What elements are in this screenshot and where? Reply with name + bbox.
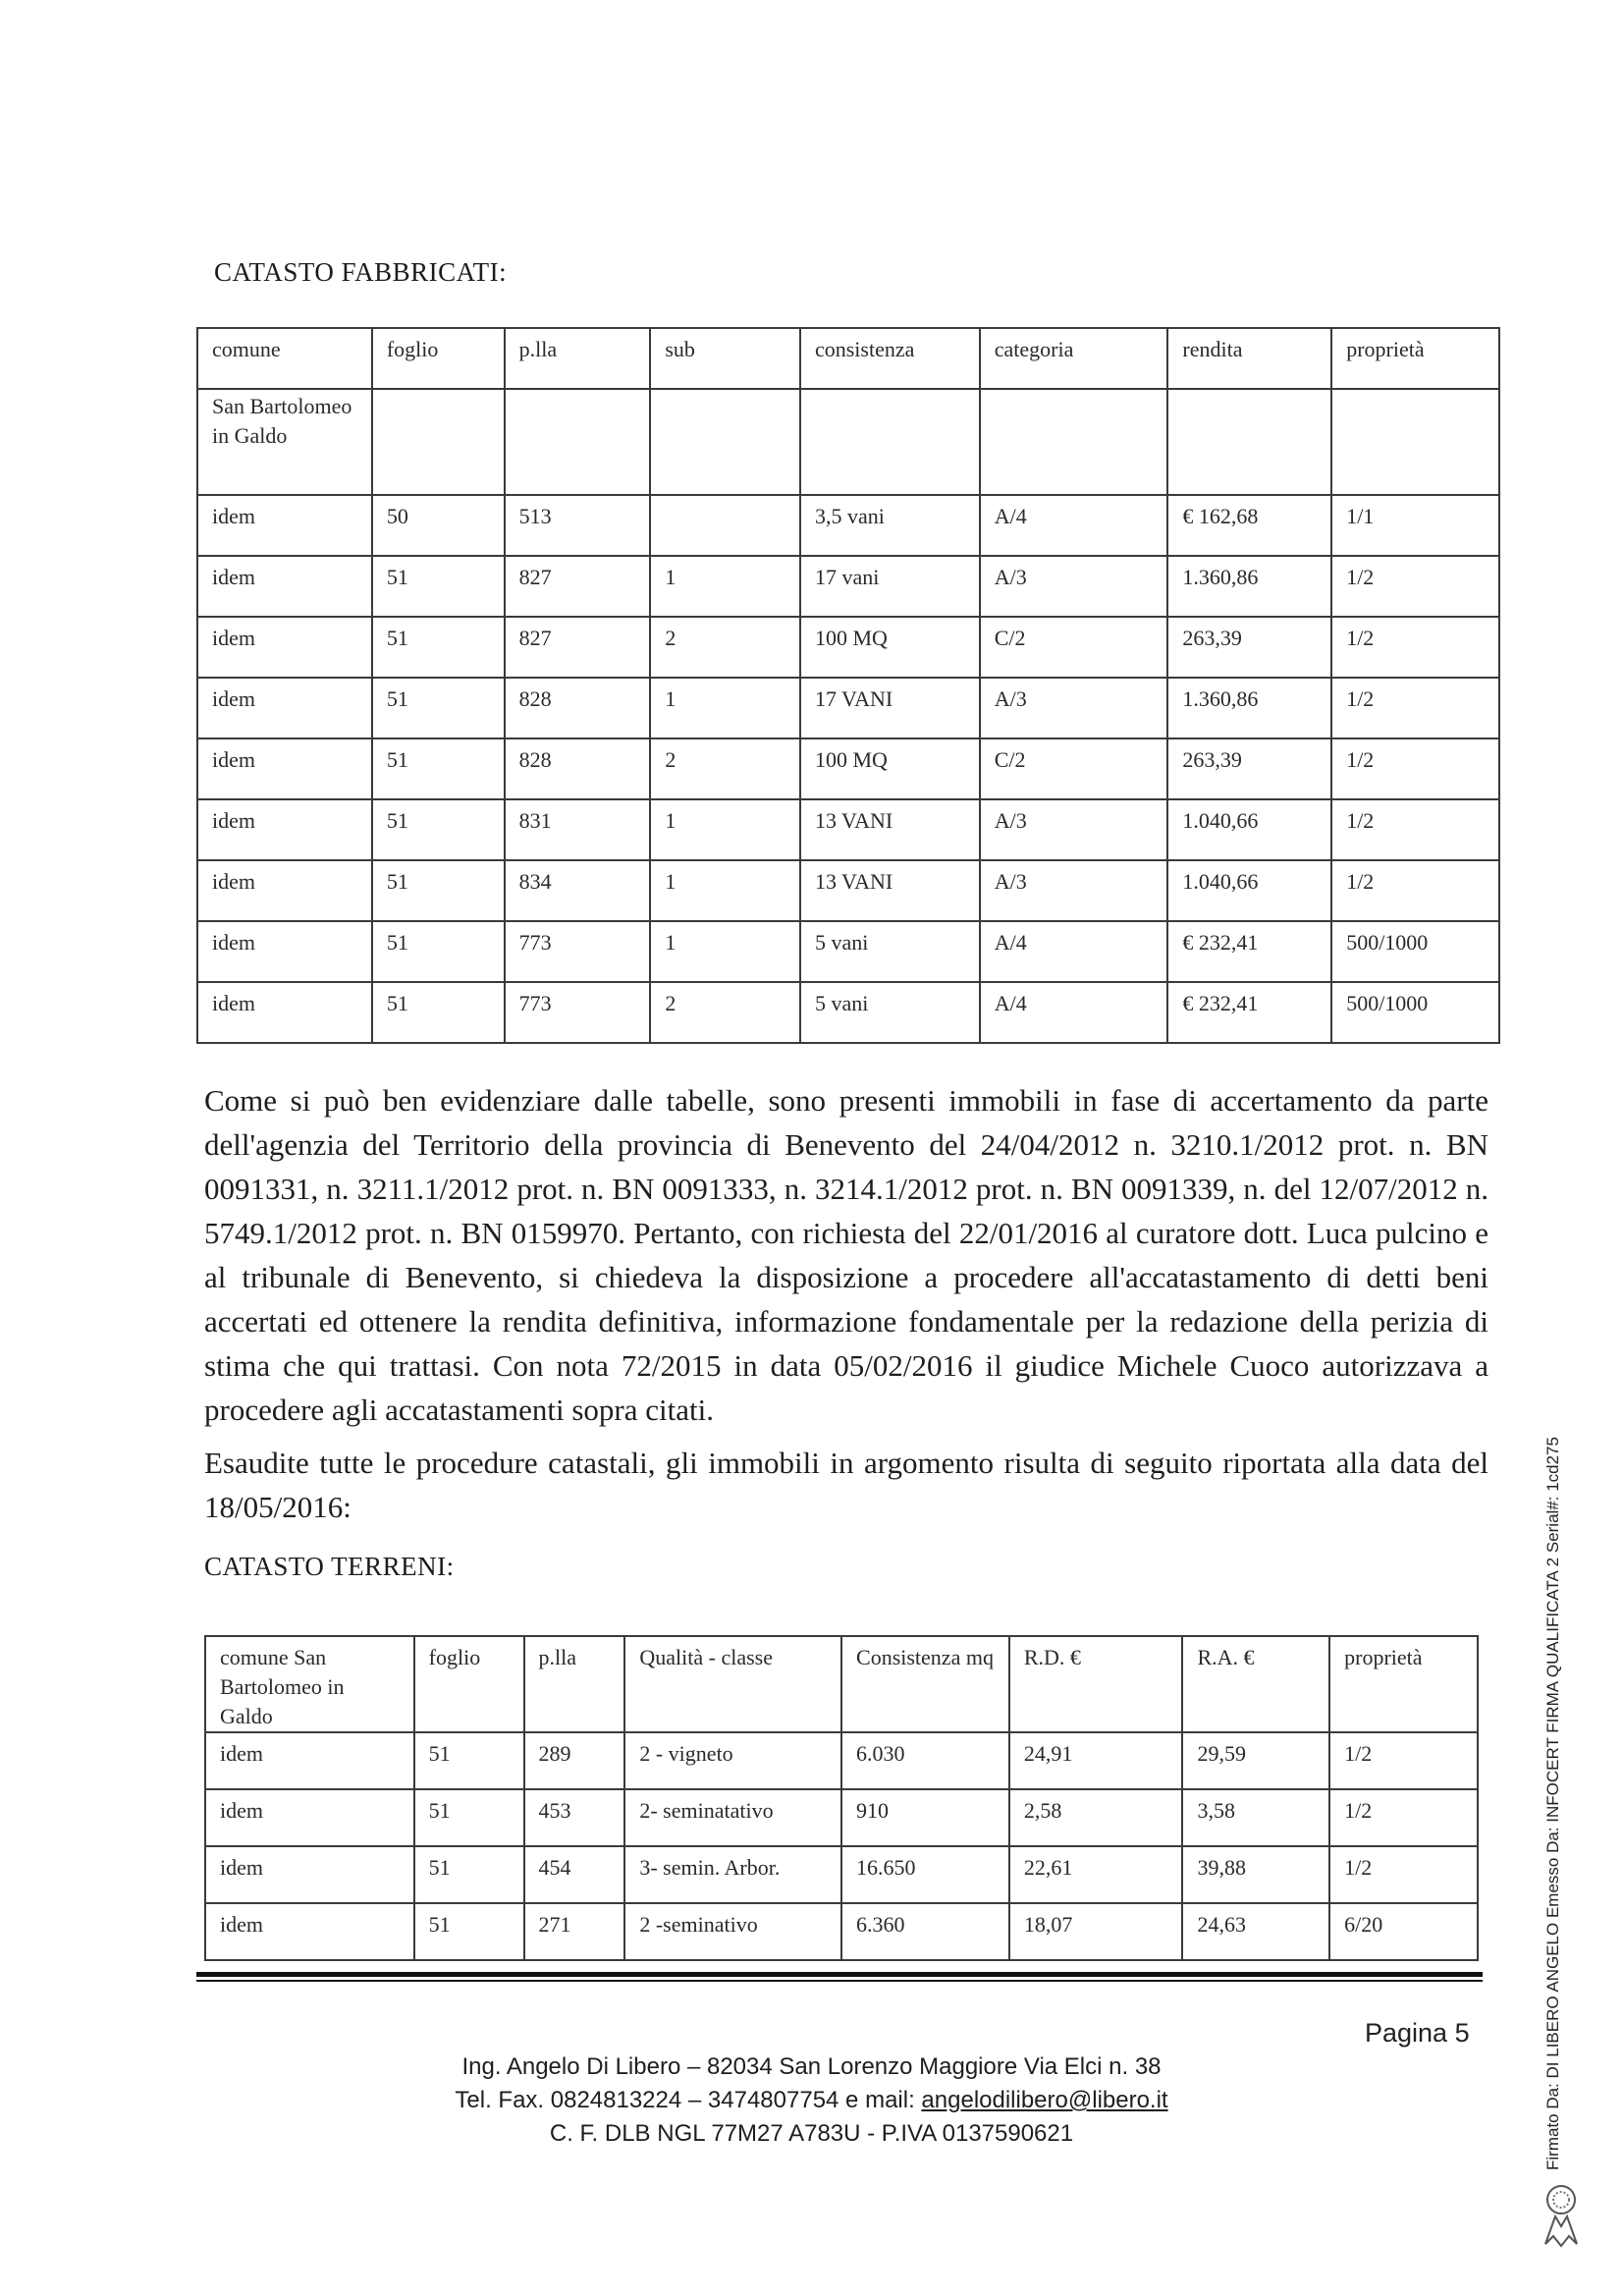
- table-cell: 51: [414, 1846, 524, 1903]
- table-cell: San Bartolomeo in Galdo: [197, 389, 372, 495]
- table-cell: 17 vani: [800, 556, 980, 617]
- table-row: [197, 617, 1499, 678]
- table-row: [197, 556, 1499, 617]
- table-cell: 51: [372, 738, 505, 799]
- table-cell: 831: [505, 799, 651, 860]
- digital-signature-text: Firmato Da: DI LIBERO ANGELO Emesso Da: INFOCERT FIRMA QUALIFICATA 2 Serial#: 1cd275: [1543, 1437, 1562, 2170]
- table-cell: 1/2: [1329, 1732, 1478, 1789]
- table-cell: 16.650: [841, 1846, 1009, 1903]
- table-cell: C/2: [980, 738, 1168, 799]
- table-cell: 18,07: [1009, 1903, 1183, 1960]
- terreni-title: CATASTO TERRENI:: [204, 1552, 455, 1581]
- table-cell: 13 VANI: [800, 799, 980, 860]
- table-cell: 2: [650, 982, 800, 1043]
- table-cell: 100 MQ: [800, 617, 980, 678]
- header-cell: foglio: [372, 328, 505, 389]
- header-cell: p.lla: [524, 1636, 625, 1732]
- table-cell: 3,5 vani: [800, 495, 980, 556]
- header-cell: R.A. €: [1182, 1636, 1329, 1732]
- table-cell: 1: [650, 799, 800, 860]
- table-cell: 263,39: [1167, 617, 1331, 678]
- table-cell: 828: [505, 738, 651, 799]
- page-number: Pagina 5: [1365, 2018, 1470, 2048]
- table-cell: 827: [505, 556, 651, 617]
- table-row: [205, 1903, 1478, 1960]
- table-cell: 3- semin. Arbor.: [624, 1846, 841, 1903]
- table-cell: 910: [841, 1789, 1009, 1846]
- table-cell: idem: [197, 982, 372, 1043]
- header-cell: foglio: [414, 1636, 524, 1732]
- table-cell: [650, 389, 800, 495]
- footer-address: Ing. Angelo Di Libero – 82034 San Lorenzo Maggiore Via Elci n. 38: [461, 2053, 1162, 2080]
- table-cell: [980, 389, 1168, 495]
- table-cell: A/3: [980, 678, 1168, 738]
- table-row: [197, 678, 1499, 738]
- table-cell: 454: [524, 1846, 625, 1903]
- table-cell: 51: [414, 1789, 524, 1846]
- table-row: [197, 799, 1499, 860]
- header-cell: categoria: [980, 328, 1168, 389]
- footer-rule-thin: [196, 1980, 1483, 1982]
- footer-rule-thick: [196, 1972, 1483, 1977]
- table-cell: 1: [650, 860, 800, 921]
- table-cell: 22,61: [1009, 1846, 1183, 1903]
- table-cell: 1: [650, 678, 800, 738]
- header-cell: rendita: [1167, 328, 1331, 389]
- header-cell: proprietà: [1331, 328, 1499, 389]
- table-cell: 1: [650, 921, 800, 982]
- table-cell: 6.030: [841, 1732, 1009, 1789]
- table-cell: 51: [414, 1732, 524, 1789]
- table-cell: 24,91: [1009, 1732, 1183, 1789]
- table-row: [205, 1732, 1478, 1789]
- table-cell: idem: [197, 738, 372, 799]
- table-cell: 1/2: [1331, 860, 1499, 921]
- table-cell: 1/2: [1331, 556, 1499, 617]
- table-cell: A/4: [980, 921, 1168, 982]
- table-cell: idem: [197, 495, 372, 556]
- table-cell: 50: [372, 495, 505, 556]
- seal-icon: [1532, 2175, 1591, 2249]
- table-header-row: [197, 328, 1499, 389]
- table-cell: [372, 389, 505, 495]
- table-cell: 24,63: [1182, 1903, 1329, 1960]
- table-header-row: [205, 1636, 1478, 1732]
- table-cell: idem: [205, 1903, 414, 1960]
- header-cell: Qualità - classe: [624, 1636, 841, 1732]
- table-cell: 2: [650, 617, 800, 678]
- footer-tax-ids: C. F. DLB NGL 77M27 A783U - P.IVA 0137590621: [549, 2120, 1074, 2147]
- table-cell: 1/1: [1331, 495, 1499, 556]
- table-row: [197, 982, 1499, 1043]
- table-cell: 3,58: [1182, 1789, 1329, 1846]
- table-cell: idem: [197, 921, 372, 982]
- table-cell: 1/2: [1331, 738, 1499, 799]
- header-cell: p.lla: [505, 328, 651, 389]
- table-cell: [650, 495, 800, 556]
- table-cell: [1167, 389, 1331, 495]
- table-cell: 2: [650, 738, 800, 799]
- table-row: [197, 495, 1499, 556]
- table-cell: 51: [372, 860, 505, 921]
- table-cell: 513: [505, 495, 651, 556]
- table-cell: idem: [197, 678, 372, 738]
- table-cell: 5 vani: [800, 921, 980, 982]
- paragraph-procedure: Esaudite tutte le procedure catastali, gli immobili in argomento risulta di seguito riportata alla data del 18/05/2016:: [204, 1446, 1488, 1524]
- table-cell: 6.360: [841, 1903, 1009, 1960]
- table-cell: 5 vani: [800, 982, 980, 1043]
- table-cell: A/4: [980, 495, 1168, 556]
- table-cell: A/3: [980, 860, 1168, 921]
- table-cell: 100 MQ: [800, 738, 980, 799]
- table-cell: 828: [505, 678, 651, 738]
- table-cell: idem: [197, 617, 372, 678]
- footer-email-link[interactable]: angelodilibero@libero.it: [921, 2087, 1168, 2113]
- table-cell: 39,88: [1182, 1846, 1329, 1903]
- header-cell: R.D. €: [1009, 1636, 1183, 1732]
- table-cell: [505, 389, 651, 495]
- table-cell: idem: [205, 1846, 414, 1903]
- header-cell: Consistenza mq: [841, 1636, 1009, 1732]
- table-cell: 834: [505, 860, 651, 921]
- table-cell: 1.040,66: [1167, 860, 1331, 921]
- table-row: [197, 921, 1499, 982]
- table-cell: 2 -seminativo: [624, 1903, 841, 1960]
- fabbricati-table: [196, 327, 1500, 1044]
- table-cell: A/4: [980, 982, 1168, 1043]
- table-cell: 13 VANI: [800, 860, 980, 921]
- table-cell: C/2: [980, 617, 1168, 678]
- table-cell: € 232,41: [1167, 921, 1331, 982]
- table-row: [197, 389, 1499, 495]
- table-cell: 51: [372, 678, 505, 738]
- fabbricati-title: CATASTO FABBRICATI:: [214, 257, 508, 287]
- table-cell: idem: [197, 860, 372, 921]
- table-cell: idem: [205, 1789, 414, 1846]
- table-cell: 1/2: [1331, 799, 1499, 860]
- table-cell: 17 VANI: [800, 678, 980, 738]
- table-cell: 51: [372, 982, 505, 1043]
- table-cell: idem: [197, 799, 372, 860]
- table-cell: idem: [205, 1732, 414, 1789]
- table-cell: 271: [524, 1903, 625, 1960]
- table-cell: 29,59: [1182, 1732, 1329, 1789]
- table-cell: 263,39: [1167, 738, 1331, 799]
- table-cell: [800, 389, 980, 495]
- table-cell: 773: [505, 982, 651, 1043]
- table-cell: idem: [197, 556, 372, 617]
- table-row: [197, 738, 1499, 799]
- table-cell: 289: [524, 1732, 625, 1789]
- table-cell: [1331, 389, 1499, 495]
- table-cell: 827: [505, 617, 651, 678]
- footer-contacts: [0, 2084, 1623, 2117]
- table-cell: 6/20: [1329, 1903, 1478, 1960]
- header-cell: proprietà: [1329, 1636, 1478, 1732]
- table-cell: € 232,41: [1167, 982, 1331, 1043]
- terreni-table: [204, 1635, 1479, 1961]
- table-cell: 1/2: [1331, 617, 1499, 678]
- table-cell: 51: [372, 617, 505, 678]
- table-row: [205, 1789, 1478, 1846]
- table-row: [197, 860, 1499, 921]
- table-row: [205, 1846, 1478, 1903]
- table-cell: 1: [650, 556, 800, 617]
- table-cell: 500/1000: [1331, 921, 1499, 982]
- table-cell: 1.360,86: [1167, 678, 1331, 738]
- header-cell: sub: [650, 328, 800, 389]
- table-cell: A/3: [980, 556, 1168, 617]
- header-cell: comune San Bartolomeo in Galdo: [205, 1636, 414, 1732]
- table-cell: 1.040,66: [1167, 799, 1331, 860]
- table-cell: 51: [372, 799, 505, 860]
- header-cell: comune: [197, 328, 372, 389]
- table-cell: 51: [372, 921, 505, 982]
- table-cell: 453: [524, 1789, 625, 1846]
- table-cell: 1/2: [1329, 1789, 1478, 1846]
- table-cell: 51: [372, 556, 505, 617]
- table-cell: 1/2: [1331, 678, 1499, 738]
- table-cell: A/3: [980, 799, 1168, 860]
- header-cell: consistenza: [800, 328, 980, 389]
- table-cell: 2 - vigneto: [624, 1732, 841, 1789]
- footer-phone: Tel. Fax. 0824813224 – 3474807754 e mail:: [455, 2087, 922, 2113]
- table-cell: 500/1000: [1331, 982, 1499, 1043]
- paragraph-accertamento: Come si può ben evidenziare dalle tabelle, sono presenti immobili in fase di accertamento da parte dell'agenzia del Territorio della provincia di Benevento del 24/04/2012 n. 3210.1/2012 prot. n. BN 0091331, n. 3211.1/2012 prot. n. BN 0091333, n. 3214.1/2012 prot. n. BN 0091339, n. del 12/07/2012 n. 5749.1/2012 prot. n. BN 0159970. Pertanto, con richiesta del 22/01/2016 al curatore dott. Luca pulcino e al tribunale di Benevento, si chiedeva la disposizione a procedere all'accatastamento di detti beni accertati ed ottenere la rendita definitiva, informazione fondamentale per la redazione della perizia di stima che qui trattasi. Con nota 72/2015 in data 05/02/2016 il giudice Michele Cuoco autorizzava a procedere agli accatastamenti sopra citati.: [204, 1083, 1488, 1427]
- table-cell: 1.360,86: [1167, 556, 1331, 617]
- table-cell: 2- seminatativo: [624, 1789, 841, 1846]
- table-cell: 51: [414, 1903, 524, 1960]
- table-cell: 2,58: [1009, 1789, 1183, 1846]
- table-cell: 1/2: [1329, 1846, 1478, 1903]
- table-cell: € 162,68: [1167, 495, 1331, 556]
- table-cell: 773: [505, 921, 651, 982]
